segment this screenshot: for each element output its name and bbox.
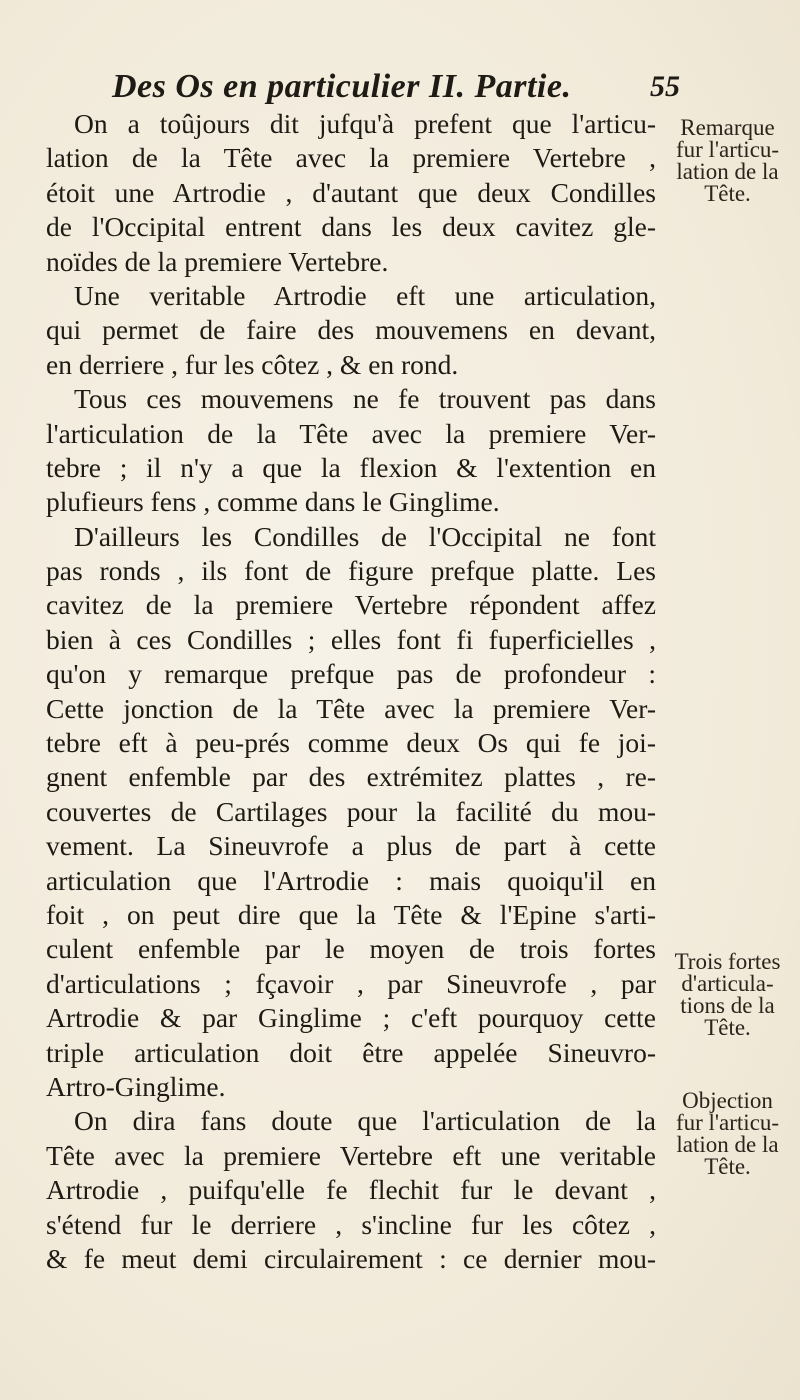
text-line: & fe meut demi circulairement : ce dernier mou- (46, 1242, 656, 1274)
text-line: Tous ces mouvemens ne fe trouvent pas dans (74, 383, 656, 415)
margin-note-line: Remarque (680, 115, 775, 140)
text-line: On dira fans doute que l'articulation de la (74, 1105, 656, 1137)
margin-note-line: fur l'articu- (675, 1110, 780, 1135)
text-line: tebre eft à peu-prés comme deux Os qui fe joi- (46, 727, 656, 759)
margin-note-line: Tête. (704, 1015, 751, 1040)
margin-note-remarque (665, 117, 790, 205)
text-line: Tête avec la premiere Vertebre eft une veritable (46, 1139, 656, 1171)
text-line: culent enfemble par le moyen de trois fortes (46, 933, 656, 965)
text-line: s'étend fur le derriere , s'incline fur les côtez , (46, 1208, 656, 1240)
text-line: Artrodie , puifqu'elle fe flechit fur le devant , (46, 1174, 656, 1206)
text-line: tebre ; il n'y a que la flexion & l'extention en (46, 451, 656, 483)
margin-note-line: tions de la (680, 993, 775, 1018)
running-head (112, 68, 680, 108)
text-line: étoit une Artrodie , d'autant que deux Condilles (46, 176, 656, 208)
margin-note-line: lation de la (676, 159, 779, 184)
margin-note-line: Objection (682, 1088, 773, 1113)
text-line: gnent enfemble par des extrémitez plattes , re- (46, 761, 656, 793)
page-number: 55 (650, 70, 680, 103)
text-line: Cette jonction de la Tête avec la premiere Ver- (46, 692, 656, 724)
text-line: foit , on peut dire que la Tête & l'Epine s'arti- (46, 898, 656, 930)
text-line: vement. La Sineuvrofe a plus de part à cette (46, 830, 656, 862)
text-line: qui permet de faire des mouvemens en devant, (46, 314, 656, 346)
text-line: pas ronds , ils font de figure prefque platte. Les (46, 555, 656, 587)
text-line: de l'Occipital entrent dans les deux cavitez gle- (46, 211, 656, 243)
text-line: qu'on y remarque prefque pas de profondeur : (46, 658, 656, 690)
margin-note-line: Tête. (704, 181, 751, 206)
margin-note-line: d'articula- (681, 971, 774, 996)
text-line: Artro-Ginglime. (46, 1070, 226, 1102)
margin-note-trois-fortes (665, 951, 790, 1039)
text-line: triple articulation doit être appelée Sineuvro- (46, 1036, 656, 1068)
running-title: Des Os en particulier II. Partie. (112, 68, 572, 105)
margin-note-line: lation de la (676, 1132, 779, 1157)
margin-note-line: fur l'articu- (675, 137, 780, 162)
margin-note-objection (665, 1090, 790, 1178)
text-line: plufieurs fens , comme dans le Ginglime. (46, 486, 500, 518)
text-line: couvertes de Cartilages pour la facilité du mou- (46, 795, 656, 827)
text-line: d'articulations ; fçavoir , par Sineuvrofe , par (46, 967, 656, 999)
body-text (46, 107, 656, 1276)
text-line: Artrodie & par Ginglime ; c'eft pourquoy cette (46, 1002, 656, 1034)
text-line: D'ailleurs les Condilles de l'Occipital ne font (74, 520, 656, 552)
text-line: noïdes de la premiere Vertebre. (46, 245, 389, 277)
text-line: cavitez de la premiere Vertebre répondent affez (46, 589, 656, 621)
text-line: lation de la Tête avec la premiere Vertebre , (46, 142, 656, 174)
text-line: Une veritable Artrodie eft une articulation, (74, 279, 656, 311)
margin-note-line: Tête. (704, 1154, 751, 1179)
text-line: articulation que l'Artrodie : mais quoiqu'il en (46, 864, 656, 896)
text-line: l'articulation de la Tête avec la premiere Ver- (46, 417, 656, 449)
text-line: bien à ces Condilles ; elles font fi fuperficielles , (46, 623, 656, 655)
text-line: en derriere , fur les côtez , & en rond. (46, 348, 459, 380)
text-line: On a toûjours dit jufqu'à prefent que l'articu- (74, 108, 656, 139)
margin-note-line: Trois fortes (674, 949, 781, 974)
